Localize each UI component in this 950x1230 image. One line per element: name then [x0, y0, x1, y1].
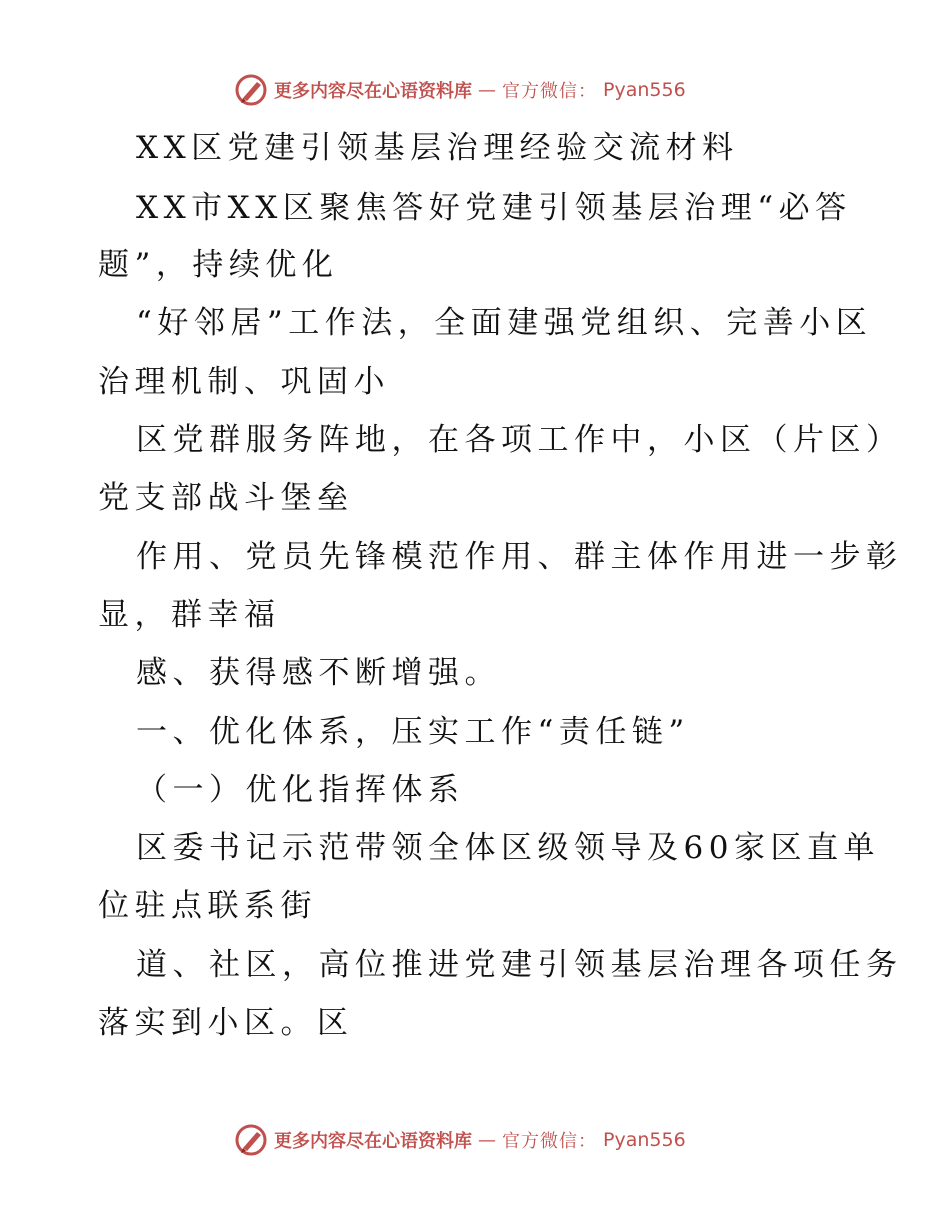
- doc-line: 道、社区，高位推进党建引领基层治理各项任务: [136, 947, 903, 983]
- watermark-main-text: 更多内容尽在心语资料库: [274, 81, 472, 102]
- doc-line: 题”，持续优化: [98, 247, 339, 283]
- doc-line: “好邻居”工作法，全面建强党组织、完善小区: [136, 305, 873, 341]
- watermark-wechat-id: Pyan556: [603, 79, 686, 101]
- doc-line: XX市XX区聚焦答好党建引领基层治理“必答: [136, 190, 852, 226]
- doc-line: 作用、党员先锋模范作用、群主体作用进一步彰: [136, 539, 903, 575]
- watermark-dash: —: [478, 1129, 496, 1151]
- doc-line: 感、获得感不断增强。: [136, 655, 501, 691]
- footer-watermark: [234, 1122, 686, 1158]
- section-heading: 一、优化体系，压实工作“责任链”: [136, 714, 690, 750]
- document-title: XX区党建引领基层治理经验交流材料: [136, 130, 739, 166]
- watermark-dash: —: [478, 79, 496, 101]
- subsection-heading: （一）优化指挥体系: [136, 772, 465, 808]
- doc-line: 区委书记示范带领全体区级领导及60家区直单: [136, 830, 880, 866]
- doc-line: 区党群服务阵地，在各项工作中，小区（片区）: [136, 422, 903, 458]
- watermark-main-text: 更多内容尽在心语资料库: [274, 1131, 472, 1152]
- watermark-sub-text: 官方微信：: [502, 81, 597, 102]
- watermark-wechat-id: Pyan556: [603, 1129, 686, 1151]
- doc-line: 位驻点联系街: [98, 888, 317, 924]
- pen-logo-icon: [234, 73, 268, 107]
- watermark-sub-text: 官方微信：: [502, 1131, 597, 1152]
- header-watermark: [234, 72, 686, 108]
- doc-line: 治理机制、巩固小: [98, 364, 390, 400]
- doc-line: 党支部战斗堡垒: [98, 480, 354, 516]
- doc-line: 落实到小区。区: [98, 1005, 354, 1041]
- pen-logo-icon: [234, 1123, 268, 1157]
- doc-line: 显，群幸福: [98, 597, 281, 633]
